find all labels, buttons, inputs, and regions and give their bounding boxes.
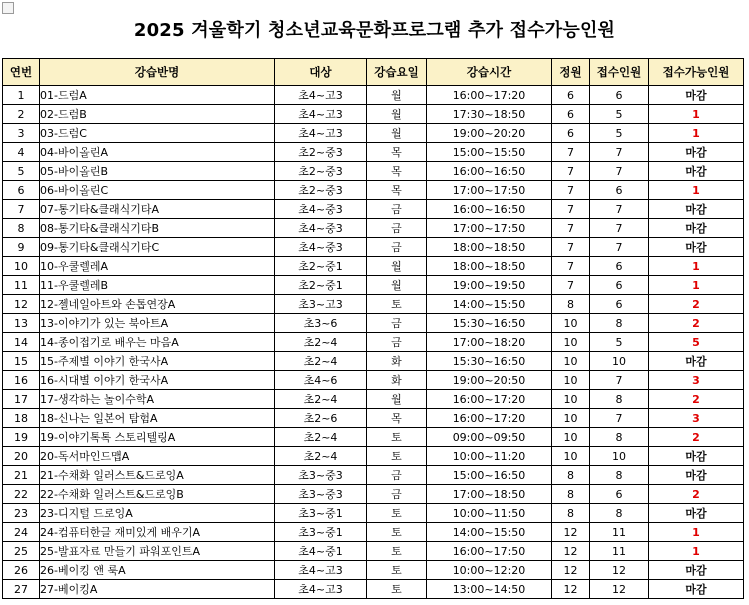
cell-no[interactable]: 5 xyxy=(3,162,40,181)
cell-day[interactable]: 월 xyxy=(367,276,427,295)
cell-registered[interactable]: 5 xyxy=(590,333,649,352)
cell-no[interactable]: 12 xyxy=(3,295,40,314)
cell-no[interactable]: 27 xyxy=(3,580,40,599)
cell-day[interactable]: 금 xyxy=(367,219,427,238)
cell-day[interactable]: 목 xyxy=(367,143,427,162)
cell-registered[interactable]: 5 xyxy=(590,124,649,143)
cell-class-name[interactable]: 03-드럼C xyxy=(40,124,275,143)
cell-class-name[interactable]: 14-종이접기로 배우는 마음A xyxy=(40,333,275,352)
cell-time[interactable]: 17:00~18:20 xyxy=(427,333,552,352)
cell-available[interactable]: 2 xyxy=(649,314,744,333)
cell-available[interactable]: 마감 xyxy=(649,219,744,238)
cell-day[interactable]: 토 xyxy=(367,447,427,466)
cell-registered[interactable]: 7 xyxy=(590,143,649,162)
header-available[interactable]: 접수가능인원 xyxy=(649,59,744,86)
cell-no[interactable]: 25 xyxy=(3,542,40,561)
cell-available[interactable]: 2 xyxy=(649,428,744,447)
cell-available[interactable]: 1 xyxy=(649,523,744,542)
cell-class-name[interactable]: 23-디지털 드로잉A xyxy=(40,504,275,523)
cell-capacity[interactable]: 10 xyxy=(552,371,590,390)
cell-available[interactable]: 마감 xyxy=(649,200,744,219)
cell-class-name[interactable]: 11-우쿨렐레B xyxy=(40,276,275,295)
cell-no[interactable]: 13 xyxy=(3,314,40,333)
cell-class-name[interactable]: 02-드럼B xyxy=(40,105,275,124)
table-row xyxy=(3,200,744,219)
cell-registered[interactable]: 8 xyxy=(590,314,649,333)
cell-capacity[interactable]: 6 xyxy=(552,124,590,143)
cell-registered[interactable]: 6 xyxy=(590,276,649,295)
cell-no[interactable]: 8 xyxy=(3,219,40,238)
cell-time[interactable]: 15:00~16:50 xyxy=(427,466,552,485)
table-row xyxy=(3,409,744,428)
cell-capacity[interactable]: 10 xyxy=(552,428,590,447)
cell-capacity[interactable]: 7 xyxy=(552,162,590,181)
cell-no[interactable]: 16 xyxy=(3,371,40,390)
cell-class-name[interactable]: 04-바이올린A xyxy=(40,143,275,162)
cell-registered[interactable]: 7 xyxy=(590,162,649,181)
cell-available[interactable]: 1 xyxy=(649,105,744,124)
enrollment-table xyxy=(2,58,744,599)
cell-no[interactable]: 15 xyxy=(3,352,40,371)
cell-no[interactable]: 6 xyxy=(3,181,40,200)
table-row xyxy=(3,390,744,409)
cell-day[interactable]: 금 xyxy=(367,466,427,485)
cell-available[interactable]: 마감 xyxy=(649,447,744,466)
cell-day[interactable]: 금 xyxy=(367,333,427,352)
cell-target[interactable]: 초4~고3 xyxy=(275,580,367,599)
cell-target[interactable]: 초2~중3 xyxy=(275,181,367,200)
cell-no[interactable]: 18 xyxy=(3,409,40,428)
cell-day[interactable]: 금 xyxy=(367,238,427,257)
cell-target[interactable]: 초4~고3 xyxy=(275,561,367,580)
cell-time[interactable]: 14:00~15:50 xyxy=(427,523,552,542)
header-day[interactable]: 강습요일 xyxy=(367,59,427,86)
cell-capacity[interactable]: 7 xyxy=(552,257,590,276)
cell-capacity[interactable]: 7 xyxy=(552,219,590,238)
cell-target[interactable]: 초4~6 xyxy=(275,371,367,390)
cell-time[interactable]: 18:00~18:50 xyxy=(427,238,552,257)
cell-time[interactable]: 16:00~16:50 xyxy=(427,162,552,181)
cell-target[interactable]: 초2~6 xyxy=(275,409,367,428)
cell-capacity[interactable]: 8 xyxy=(552,504,590,523)
cell-day[interactable]: 월 xyxy=(367,257,427,276)
cell-day[interactable]: 월 xyxy=(367,105,427,124)
cell-registered[interactable]: 8 xyxy=(590,504,649,523)
cell-available[interactable]: 마감 xyxy=(649,86,744,105)
cell-target[interactable]: 초3~중3 xyxy=(275,485,367,504)
table-row xyxy=(3,238,744,257)
cell-target[interactable]: 초4~중3 xyxy=(275,200,367,219)
cell-class-name[interactable]: 12-젤네일아트와 손톱연장A xyxy=(40,295,275,314)
cell-target[interactable]: 초4~중3 xyxy=(275,238,367,257)
header-target[interactable]: 대상 xyxy=(275,59,367,86)
cell-target[interactable]: 초2~4 xyxy=(275,352,367,371)
cell-no[interactable]: 2 xyxy=(3,105,40,124)
cell-time[interactable]: 13:00~14:50 xyxy=(427,580,552,599)
cell-class-name[interactable]: 07-통기타&클래식기타A xyxy=(40,200,275,219)
cell-class-name[interactable]: 15-주제별 이야기 한국사A xyxy=(40,352,275,371)
cell-no[interactable]: 20 xyxy=(3,447,40,466)
cell-class-name[interactable]: 27-베이킹A xyxy=(40,580,275,599)
cell-class-name[interactable]: 18-신나는 일본어 탐험A xyxy=(40,409,275,428)
cell-capacity[interactable]: 10 xyxy=(552,333,590,352)
cell-class-name[interactable]: 17-생각하는 놀이수학A xyxy=(40,390,275,409)
cell-registered[interactable]: 6 xyxy=(590,257,649,276)
table-row xyxy=(3,447,744,466)
cell-day[interactable]: 금 xyxy=(367,485,427,504)
cell-class-name[interactable]: 08-통기타&클래식기타B xyxy=(40,219,275,238)
header-no[interactable]: 연번 xyxy=(3,59,40,86)
cell-capacity[interactable]: 8 xyxy=(552,466,590,485)
cell-time[interactable]: 19:00~19:50 xyxy=(427,276,552,295)
cell-available[interactable]: 1 xyxy=(649,181,744,200)
cell-no[interactable]: 7 xyxy=(3,200,40,219)
cell-class-name[interactable]: 05-바이올린B xyxy=(40,162,275,181)
cell-time[interactable]: 17:00~17:50 xyxy=(427,181,552,200)
cell-registered[interactable]: 12 xyxy=(590,580,649,599)
cell-available[interactable]: 마감 xyxy=(649,162,744,181)
cell-available[interactable]: 마감 xyxy=(649,352,744,371)
cell-registered[interactable]: 6 xyxy=(590,485,649,504)
cell-day[interactable]: 토 xyxy=(367,295,427,314)
cell-available[interactable]: 마감 xyxy=(649,561,744,580)
cell-capacity[interactable]: 7 xyxy=(552,181,590,200)
cell-capacity[interactable]: 12 xyxy=(552,523,590,542)
cell-class-name[interactable]: 06-바이올린C xyxy=(40,181,275,200)
cell-time[interactable]: 17:30~18:50 xyxy=(427,105,552,124)
cell-target[interactable]: 초3~6 xyxy=(275,314,367,333)
table-row xyxy=(3,428,744,447)
cell-target[interactable]: 초2~중3 xyxy=(275,162,367,181)
cell-capacity[interactable]: 8 xyxy=(552,485,590,504)
cell-registered[interactable]: 7 xyxy=(590,238,649,257)
cell-capacity[interactable]: 7 xyxy=(552,238,590,257)
table-row xyxy=(3,314,744,333)
table-row xyxy=(3,466,744,485)
cell-class-name[interactable]: 21-수채화 일러스트&드로잉A xyxy=(40,466,275,485)
cell-capacity[interactable]: 10 xyxy=(552,447,590,466)
cell-class-name[interactable]: 25-발표자료 만들기 파워포인트A xyxy=(40,542,275,561)
cell-capacity[interactable]: 7 xyxy=(552,143,590,162)
cell-no[interactable]: 1 xyxy=(3,86,40,105)
cell-registered[interactable]: 10 xyxy=(590,447,649,466)
cell-time[interactable]: 16:00~17:20 xyxy=(427,409,552,428)
cell-class-name[interactable]: 10-우쿨렐레A xyxy=(40,257,275,276)
header-capacity[interactable]: 정원 xyxy=(552,59,590,86)
table-row xyxy=(3,580,744,599)
cell-day[interactable]: 금 xyxy=(367,314,427,333)
cell-day[interactable]: 토 xyxy=(367,523,427,542)
cell-day[interactable]: 금 xyxy=(367,200,427,219)
table-row xyxy=(3,86,744,105)
header-row xyxy=(3,59,744,86)
table-row xyxy=(3,276,744,295)
header-registered[interactable]: 접수인원 xyxy=(590,59,649,86)
cell-registered[interactable]: 6 xyxy=(590,86,649,105)
table-row xyxy=(3,219,744,238)
cell-target[interactable]: 초3~고3 xyxy=(275,295,367,314)
cell-target[interactable]: 초4~고3 xyxy=(275,105,367,124)
cell-registered[interactable]: 10 xyxy=(590,352,649,371)
cell-no[interactable]: 22 xyxy=(3,485,40,504)
cell-class-name[interactable]: 09-통기타&클래식기타C xyxy=(40,238,275,257)
cell-available[interactable]: 3 xyxy=(649,371,744,390)
cell-day[interactable]: 목 xyxy=(367,409,427,428)
table-row xyxy=(3,257,744,276)
cell-available[interactable]: 3 xyxy=(649,409,744,428)
cell-class-name[interactable]: 22-수채화 일러스트&드로잉B xyxy=(40,485,275,504)
cell-time[interactable]: 15:30~16:50 xyxy=(427,352,552,371)
cell-no[interactable]: 21 xyxy=(3,466,40,485)
cell-class-name[interactable]: 16-시대별 이야기 한국사A xyxy=(40,371,275,390)
cell-registered[interactable]: 7 xyxy=(590,409,649,428)
cell-time[interactable]: 10:00~12:20 xyxy=(427,561,552,580)
cell-capacity[interactable]: 10 xyxy=(552,409,590,428)
cell-no[interactable]: 17 xyxy=(3,390,40,409)
cell-no[interactable]: 26 xyxy=(3,561,40,580)
table-row xyxy=(3,295,744,314)
cell-time[interactable]: 17:00~17:50 xyxy=(427,219,552,238)
cell-registered[interactable]: 7 xyxy=(590,371,649,390)
cell-available[interactable]: 마감 xyxy=(649,143,744,162)
cell-capacity[interactable]: 12 xyxy=(552,580,590,599)
cell-capacity[interactable]: 8 xyxy=(552,295,590,314)
cell-available[interactable]: 마감 xyxy=(649,238,744,257)
cell-no[interactable]: 24 xyxy=(3,523,40,542)
cell-available[interactable]: 2 xyxy=(649,295,744,314)
cell-registered[interactable]: 11 xyxy=(590,542,649,561)
cell-time[interactable]: 19:00~20:50 xyxy=(427,371,552,390)
cell-time[interactable]: 10:00~11:20 xyxy=(427,447,552,466)
header-class-name[interactable]: 강습반명 xyxy=(40,59,275,86)
cell-target[interactable]: 초2~4 xyxy=(275,428,367,447)
cell-available[interactable]: 5 xyxy=(649,333,744,352)
cell-no[interactable]: 11 xyxy=(3,276,40,295)
cell-no[interactable]: 14 xyxy=(3,333,40,352)
cell-target[interactable]: 초3~중1 xyxy=(275,523,367,542)
cell-day[interactable]: 토 xyxy=(367,561,427,580)
table-row xyxy=(3,352,744,371)
cell-class-name[interactable]: 26-베이킹 앤 룩A xyxy=(40,561,275,580)
table-row xyxy=(3,504,744,523)
cell-available[interactable]: 1 xyxy=(649,257,744,276)
cell-target[interactable]: 초4~중1 xyxy=(275,542,367,561)
cell-time[interactable]: 10:00~11:50 xyxy=(427,504,552,523)
table-row xyxy=(3,105,744,124)
cell-no[interactable]: 19 xyxy=(3,428,40,447)
cell-time[interactable]: 14:00~15:50 xyxy=(427,295,552,314)
cell-capacity[interactable]: 7 xyxy=(552,200,590,219)
cell-capacity[interactable]: 12 xyxy=(552,561,590,580)
cell-target[interactable]: 초2~중1 xyxy=(275,257,367,276)
cell-capacity[interactable]: 12 xyxy=(552,542,590,561)
cell-day[interactable]: 화 xyxy=(367,371,427,390)
cell-day[interactable]: 토 xyxy=(367,542,427,561)
cell-day[interactable]: 토 xyxy=(367,428,427,447)
table-row xyxy=(3,181,744,200)
cell-target[interactable]: 초3~중1 xyxy=(275,504,367,523)
cell-time[interactable]: 16:00~17:20 xyxy=(427,86,552,105)
cell-target[interactable]: 초2~4 xyxy=(275,447,367,466)
cell-registered[interactable]: 7 xyxy=(590,200,649,219)
cell-registered[interactable]: 11 xyxy=(590,523,649,542)
page-title: 2025 겨울학기 청소년교육문화프로그램 추가 접수가능인원 xyxy=(133,20,616,41)
cell-time[interactable]: 16:00~17:50 xyxy=(427,542,552,561)
cell-time[interactable]: 16:00~17:20 xyxy=(427,390,552,409)
cell-registered[interactable]: 8 xyxy=(590,466,649,485)
cell-no[interactable]: 23 xyxy=(3,504,40,523)
cell-capacity[interactable]: 6 xyxy=(552,86,590,105)
table-row xyxy=(3,143,744,162)
cell-capacity[interactable]: 10 xyxy=(552,352,590,371)
table-row xyxy=(3,485,744,504)
cell-registered[interactable]: 5 xyxy=(590,105,649,124)
cell-capacity[interactable]: 6 xyxy=(552,105,590,124)
cell-available[interactable]: 1 xyxy=(649,276,744,295)
cell-day[interactable]: 목 xyxy=(367,181,427,200)
cell-target[interactable]: 초2~중1 xyxy=(275,276,367,295)
cell-no[interactable]: 4 xyxy=(3,143,40,162)
cell-registered[interactable]: 8 xyxy=(590,390,649,409)
cell-no[interactable]: 9 xyxy=(3,238,40,257)
cell-registered[interactable]: 6 xyxy=(590,181,649,200)
cell-time[interactable]: 15:00~15:50 xyxy=(427,143,552,162)
cell-target[interactable]: 초2~4 xyxy=(275,390,367,409)
cell-target[interactable]: 초4~고3 xyxy=(275,86,367,105)
cell-registered[interactable]: 7 xyxy=(590,219,649,238)
cell-class-name[interactable]: 19-이야기톡톡 스토리텔링A xyxy=(40,428,275,447)
table-row xyxy=(3,542,744,561)
cell-available[interactable]: 1 xyxy=(649,124,744,143)
cell-class-name[interactable]: 24-컴퓨터한글 재미있게 배우기A xyxy=(40,523,275,542)
cell-day[interactable]: 월 xyxy=(367,86,427,105)
cell-registered[interactable]: 12 xyxy=(590,561,649,580)
cell-registered[interactable]: 8 xyxy=(590,428,649,447)
cell-class-name[interactable]: 20-독서마인드맵A xyxy=(40,447,275,466)
cell-day[interactable]: 월 xyxy=(367,124,427,143)
table-row xyxy=(3,162,744,181)
cell-available[interactable]: 2 xyxy=(649,485,744,504)
table-row xyxy=(3,561,744,580)
cell-available[interactable]: 2 xyxy=(649,390,744,409)
cell-target[interactable]: 초4~중3 xyxy=(275,219,367,238)
cell-time[interactable]: 15:30~16:50 xyxy=(427,314,552,333)
cell-time[interactable]: 09:00~09:50 xyxy=(427,428,552,447)
cell-day[interactable]: 토 xyxy=(367,504,427,523)
cell-time[interactable]: 17:00~18:50 xyxy=(427,485,552,504)
cell-target[interactable]: 초2~4 xyxy=(275,333,367,352)
table-row xyxy=(3,371,744,390)
cell-available[interactable]: 마감 xyxy=(649,504,744,523)
table-row xyxy=(3,333,744,352)
cell-target[interactable]: 초3~중3 xyxy=(275,466,367,485)
cell-available[interactable]: 마감 xyxy=(649,466,744,485)
cell-available[interactable]: 1 xyxy=(649,542,744,561)
table-row xyxy=(3,523,744,542)
table-row xyxy=(3,124,744,143)
cell-no[interactable]: 10 xyxy=(3,257,40,276)
cell-target[interactable]: 초2~중3 xyxy=(275,143,367,162)
cell-day[interactable]: 월 xyxy=(367,390,427,409)
cell-capacity[interactable]: 10 xyxy=(552,390,590,409)
cell-available[interactable]: 마감 xyxy=(649,580,744,599)
cell-day[interactable]: 화 xyxy=(367,352,427,371)
cell-day[interactable]: 목 xyxy=(367,162,427,181)
cell-capacity[interactable]: 10 xyxy=(552,314,590,333)
cell-class-name[interactable]: 01-드럼A xyxy=(40,86,275,105)
title-row xyxy=(0,0,749,58)
cell-target[interactable]: 초4~고3 xyxy=(275,124,367,143)
cell-time[interactable]: 19:00~20:20 xyxy=(427,124,552,143)
header-time[interactable]: 강습시간 xyxy=(427,59,552,86)
cell-capacity[interactable]: 7 xyxy=(552,276,590,295)
cell-time[interactable]: 16:00~16:50 xyxy=(427,200,552,219)
cell-registered[interactable]: 6 xyxy=(590,295,649,314)
cell-no[interactable]: 3 xyxy=(3,124,40,143)
cell-class-name[interactable]: 13-이야기가 있는 북아트A xyxy=(40,314,275,333)
cell-time[interactable]: 18:00~18:50 xyxy=(427,257,552,276)
cell-day[interactable]: 토 xyxy=(367,580,427,599)
